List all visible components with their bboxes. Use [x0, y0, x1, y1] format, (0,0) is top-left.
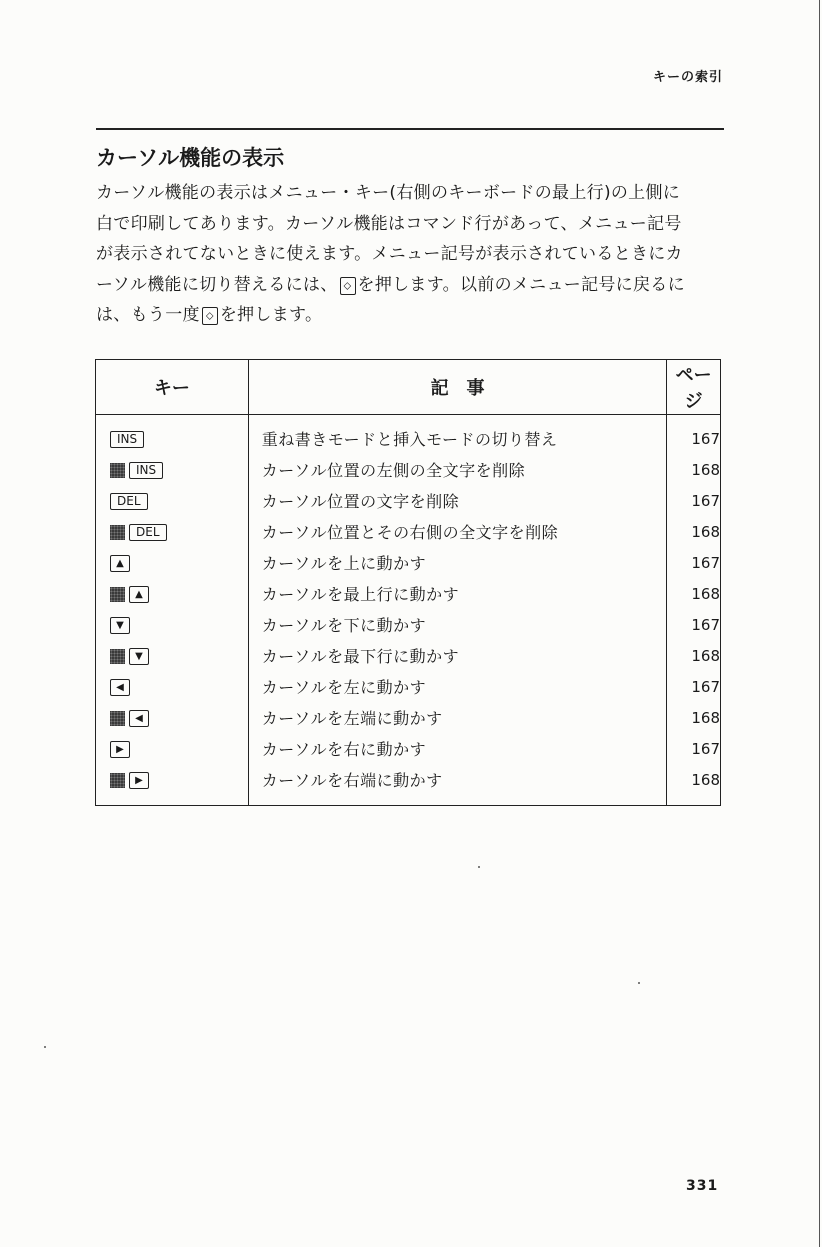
paragraph-line: カーソル機能の表示はメニュー・キー(右側のキーボードの最上行)の上側に [96, 183, 681, 203]
table-header-row [96, 360, 721, 415]
right-arrow-key-icon: ▶ [129, 772, 149, 789]
desc-cell: カーソルを上に動かす [248, 547, 667, 578]
scan-speck [638, 982, 640, 984]
cursor-toggle-key-icon: ⬦ [202, 307, 218, 325]
shift-key-icon [110, 587, 125, 602]
table-row [96, 609, 721, 640]
header-page: ページ [667, 360, 721, 415]
table-row [96, 454, 721, 485]
page-cell: 168 [691, 770, 720, 789]
right-arrow-key-icon: ▶ [110, 741, 130, 758]
shift-key-icon [110, 463, 125, 478]
key-cell [96, 609, 249, 640]
desc-cell: カーソルを下に動かす [248, 609, 667, 640]
paragraph-line [96, 270, 726, 301]
page-cell: 167 [691, 739, 720, 758]
key-cell [96, 764, 249, 806]
key-cell [96, 733, 249, 764]
cursor-toggle-key-icon: ⬦ [340, 277, 356, 295]
desc-cell: カーソルを左端に動かす [248, 702, 667, 733]
table-row [96, 547, 721, 578]
table-row [96, 516, 721, 547]
header-desc: 記 事 [248, 360, 667, 415]
key-index-table [95, 359, 721, 806]
key-cell [96, 671, 249, 702]
section-title: カーソル機能の表示 [96, 146, 285, 170]
page-cell: 167 [691, 553, 720, 572]
left-arrow-key-icon: ◀ [129, 710, 149, 727]
left-arrow-key-icon: ◀ [110, 679, 130, 696]
section-paragraph [96, 178, 726, 331]
desc-cell: カーソル位置とその右側の全文字を削除 [248, 516, 667, 547]
paragraph-text: は、もう一度 [96, 305, 200, 325]
down-arrow-key-icon: ▼ [110, 617, 130, 634]
key-cell [96, 415, 249, 455]
down-arrow-key-icon: ▼ [129, 648, 149, 665]
table-row [96, 640, 721, 671]
paragraph-line: 白で印刷してあります。カーソル機能はコマンド行があって、メニュー記号 [96, 213, 682, 234]
table-row [96, 764, 721, 806]
page-cell: 168 [691, 708, 720, 727]
desc-cell: カーソル位置の文字を削除 [248, 485, 667, 516]
desc-cell: カーソルを最下行に動かす [248, 640, 667, 671]
shift-key-icon [110, 649, 125, 664]
desc-cell: カーソルを右に動かす [248, 733, 667, 764]
paragraph-line: が表示されてないときに使えます。メニュー記号が表示されているときにカ [96, 244, 683, 264]
scan-speck [44, 1046, 46, 1048]
header-key: キー [96, 360, 249, 415]
desc-cell: 重ね書きモードと挿入モードの切り替え [248, 415, 667, 455]
table-row [96, 671, 721, 702]
table-row [96, 702, 721, 733]
table-row [96, 733, 721, 764]
shift-key-icon [110, 711, 125, 726]
page-cell: 167 [691, 491, 720, 510]
up-arrow-key-icon: ▲ [110, 555, 130, 572]
page-cell: 167 [691, 429, 720, 448]
key-cell [96, 702, 249, 733]
page-edge-line [819, 0, 820, 1247]
page-cell: 167 [691, 677, 720, 696]
desc-cell: カーソル位置の左側の全文字を削除 [248, 454, 667, 485]
scan-speck [478, 866, 480, 868]
running-header: キーの索引 [652, 70, 723, 85]
shift-key-icon [110, 773, 125, 788]
page-number: 331 [686, 1178, 719, 1194]
key-cell [96, 516, 249, 547]
key-cell [96, 640, 249, 671]
shift-key-icon [110, 525, 125, 540]
page-cell: 168 [691, 584, 720, 603]
page-cell: 168 [691, 522, 720, 541]
key-cell [96, 578, 249, 609]
del-key-icon: DEL [129, 524, 167, 541]
paragraph-text: ーソル機能に切り替えるには、 [96, 274, 338, 295]
key-cell [96, 454, 249, 485]
up-arrow-key-icon: ▲ [129, 586, 149, 603]
desc-cell: カーソルを最上行に動かす [248, 578, 667, 609]
desc-cell: カーソルを右端に動かす [248, 764, 667, 806]
table-row [96, 578, 721, 609]
page-cell: 168 [691, 646, 720, 665]
page-cell: 168 [691, 460, 720, 479]
section-rule [96, 128, 724, 130]
key-cell [96, 485, 249, 516]
table-row [96, 415, 721, 455]
ins-key-icon: INS [129, 462, 163, 479]
desc-cell: カーソルを左に動かす [248, 671, 667, 702]
paragraph-text: を押します。以前のメニュー記号に戻るに [357, 274, 685, 295]
paragraph-line [96, 300, 726, 331]
ins-key-icon: INS [110, 431, 144, 448]
page-cell: 167 [691, 615, 720, 634]
paragraph-text: を押します。 [219, 305, 323, 325]
table-row [96, 485, 721, 516]
key-cell [96, 547, 249, 578]
del-key-icon: DEL [110, 493, 148, 510]
